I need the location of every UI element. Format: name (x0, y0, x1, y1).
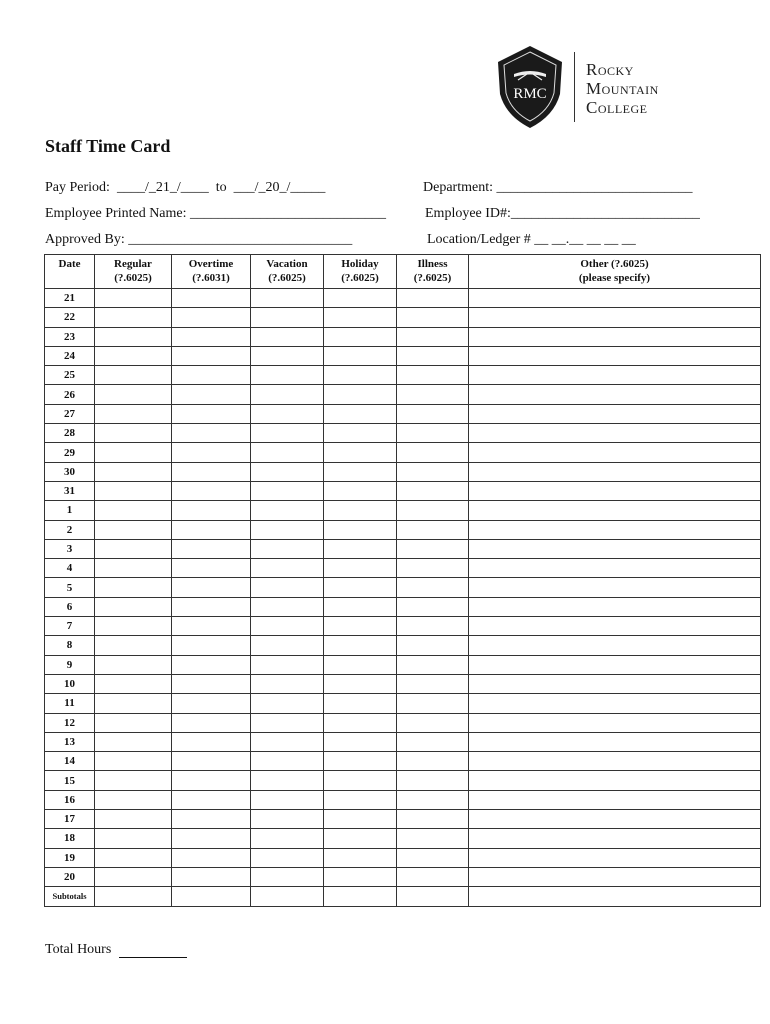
hours-cell[interactable] (397, 790, 469, 809)
hours-cell[interactable] (172, 327, 251, 346)
column-header (469, 255, 761, 289)
table-row (45, 597, 761, 616)
hours-cell[interactable] (469, 829, 761, 848)
subtotal-cell[interactable] (324, 887, 397, 906)
hours-cell[interactable] (95, 501, 172, 520)
hours-cell[interactable] (95, 732, 172, 751)
hours-cell[interactable] (172, 501, 251, 520)
hours-cell[interactable] (469, 867, 761, 886)
hours-cell[interactable] (324, 790, 397, 809)
hours-cell[interactable] (251, 424, 324, 443)
hours-cell[interactable] (324, 674, 397, 693)
hours-cell[interactable] (324, 366, 397, 385)
hours-cell[interactable] (251, 867, 324, 886)
hours-cell[interactable] (172, 732, 251, 751)
hours-cell[interactable] (251, 559, 324, 578)
hours-cell[interactable] (172, 578, 251, 597)
hours-cell[interactable] (95, 636, 172, 655)
hours-cell[interactable] (251, 674, 324, 693)
hours-cell[interactable] (397, 752, 469, 771)
date-cell: 26 (45, 385, 95, 404)
hours-cell[interactable] (469, 366, 761, 385)
hours-cell[interactable] (324, 810, 397, 829)
hours-cell[interactable] (251, 462, 324, 481)
hours-cell[interactable] (95, 308, 172, 327)
hours-cell[interactable] (397, 713, 469, 732)
column-header (172, 255, 251, 289)
hours-cell[interactable] (469, 578, 761, 597)
subtotal-cell[interactable] (172, 887, 251, 906)
hours-cell[interactable] (172, 713, 251, 732)
hours-cell[interactable] (172, 829, 251, 848)
hours-cell[interactable] (172, 366, 251, 385)
hours-cell[interactable] (469, 520, 761, 539)
hours-cell[interactable] (469, 636, 761, 655)
table-row (45, 443, 761, 462)
subtotal-cell[interactable] (469, 887, 761, 906)
hours-cell[interactable] (324, 694, 397, 713)
hours-cell[interactable] (95, 539, 172, 558)
column-header (397, 255, 469, 289)
date-cell: 31 (45, 481, 95, 500)
hours-cell[interactable] (172, 404, 251, 423)
hours-cell[interactable] (172, 559, 251, 578)
hours-cell[interactable] (469, 752, 761, 771)
subtotal-cell[interactable] (251, 887, 324, 906)
hours-cell[interactable] (172, 520, 251, 539)
hours-cell[interactable] (95, 520, 172, 539)
date-cell: 10 (45, 674, 95, 693)
hours-cell[interactable] (397, 385, 469, 404)
hours-cell[interactable] (324, 289, 397, 308)
hours-cell[interactable] (469, 481, 761, 500)
hours-cell[interactable] (397, 829, 469, 848)
hours-cell[interactable] (172, 462, 251, 481)
hours-cell[interactable] (95, 346, 172, 365)
hours-cell[interactable] (95, 848, 172, 867)
hours-cell[interactable] (251, 308, 324, 327)
hours-cell[interactable] (95, 810, 172, 829)
hours-cell[interactable] (95, 867, 172, 886)
hours-cell[interactable] (324, 327, 397, 346)
date-cell: 4 (45, 559, 95, 578)
date-cell: 9 (45, 655, 95, 674)
hours-cell[interactable] (95, 597, 172, 616)
column-header (324, 255, 397, 289)
hours-cell[interactable] (251, 539, 324, 558)
column-header-title: Regular (114, 258, 152, 270)
hours-cell[interactable] (469, 655, 761, 674)
column-header-code: (?.6025) (413, 272, 452, 284)
hours-cell[interactable] (324, 655, 397, 674)
subtotal-cell[interactable] (397, 887, 469, 906)
table-row (45, 790, 761, 809)
hours-cell[interactable] (95, 578, 172, 597)
hours-cell[interactable] (95, 694, 172, 713)
column-header-title: Holiday (341, 258, 379, 270)
hours-cell[interactable] (324, 404, 397, 423)
hours-cell[interactable] (397, 404, 469, 423)
hours-cell[interactable] (324, 829, 397, 848)
hours-cell[interactable] (251, 520, 324, 539)
hours-cell[interactable] (324, 559, 397, 578)
hours-cell[interactable] (95, 462, 172, 481)
hours-cell[interactable] (397, 674, 469, 693)
date-cell: 25 (45, 366, 95, 385)
hours-cell[interactable] (95, 617, 172, 636)
hours-cell[interactable] (172, 424, 251, 443)
table-row (45, 520, 761, 539)
hours-cell[interactable] (324, 578, 397, 597)
hours-cell[interactable] (95, 424, 172, 443)
hours-cell[interactable] (95, 559, 172, 578)
hours-cell[interactable] (95, 289, 172, 308)
hours-cell[interactable] (324, 636, 397, 655)
hours-cell[interactable] (172, 346, 251, 365)
table-row (45, 366, 761, 385)
table-row (45, 810, 761, 829)
department-field[interactable]: Department: ____________________________ (423, 180, 693, 195)
hours-cell[interactable] (397, 694, 469, 713)
table-row (45, 308, 761, 327)
hours-cell[interactable] (324, 732, 397, 751)
employee-id-field[interactable]: Employee ID#:___________________________ (425, 206, 700, 221)
location-ledger-field[interactable]: Location/Ledger # __ __.__ __ __ __ (427, 232, 636, 247)
hours-cell[interactable] (397, 578, 469, 597)
hours-cell[interactable] (172, 771, 251, 790)
college-name (586, 60, 659, 117)
hours-cell[interactable] (251, 713, 324, 732)
table-row (45, 771, 761, 790)
hours-cell[interactable] (469, 327, 761, 346)
table-row (45, 462, 761, 481)
hours-cell[interactable] (469, 617, 761, 636)
college-name-line: Mountain (586, 79, 659, 98)
column-header-title: Date (58, 258, 81, 270)
hours-cell[interactable] (172, 848, 251, 867)
hours-cell[interactable] (251, 771, 324, 790)
hours-cell[interactable] (469, 289, 761, 308)
hours-cell[interactable] (324, 443, 397, 462)
date-cell: 27 (45, 404, 95, 423)
hours-cell[interactable] (397, 481, 469, 500)
hours-cell[interactable] (172, 481, 251, 500)
hours-cell[interactable] (469, 848, 761, 867)
hours-cell[interactable] (172, 289, 251, 308)
column-header (95, 255, 172, 289)
date-cell: 3 (45, 539, 95, 558)
hours-cell[interactable] (324, 713, 397, 732)
hours-cell[interactable] (324, 752, 397, 771)
table-row (45, 848, 761, 867)
hours-cell[interactable] (172, 790, 251, 809)
date-cell: 7 (45, 617, 95, 636)
table-row (45, 404, 761, 423)
hours-cell[interactable] (251, 501, 324, 520)
hours-cell[interactable] (251, 810, 324, 829)
hours-cell[interactable] (397, 732, 469, 751)
date-cell: 13 (45, 732, 95, 751)
hours-cell[interactable] (469, 732, 761, 751)
date-cell: 1 (45, 501, 95, 520)
date-cell: 18 (45, 829, 95, 848)
date-cell: 17 (45, 810, 95, 829)
hours-cell[interactable] (95, 443, 172, 462)
hours-cell[interactable] (172, 308, 251, 327)
hours-cell[interactable] (469, 424, 761, 443)
hours-cell[interactable] (324, 771, 397, 790)
date-cell: 6 (45, 597, 95, 616)
hours-cell[interactable] (251, 752, 324, 771)
date-cell: 12 (45, 713, 95, 732)
hours-cell[interactable] (397, 848, 469, 867)
shield-crest-icon (494, 44, 566, 130)
hours-cell[interactable] (397, 327, 469, 346)
table-header-row (45, 255, 761, 289)
date-cell: 22 (45, 308, 95, 327)
hours-cell[interactable] (469, 443, 761, 462)
table-row (45, 732, 761, 751)
hours-cell[interactable] (469, 501, 761, 520)
hours-cell[interactable] (172, 443, 251, 462)
subtotals-label: Subtotals (45, 887, 95, 906)
table-row (45, 655, 761, 674)
hours-cell[interactable] (172, 385, 251, 404)
hours-cell[interactable] (324, 385, 397, 404)
column-header-code: (?.6025) (341, 272, 379, 284)
hours-cell[interactable] (469, 539, 761, 558)
hours-cell[interactable] (251, 443, 324, 462)
hours-cell[interactable] (397, 539, 469, 558)
date-cell: 8 (45, 636, 95, 655)
column-header-code: (please specify) (578, 272, 651, 284)
hours-cell[interactable] (469, 674, 761, 693)
hours-cell[interactable] (251, 848, 324, 867)
hours-cell[interactable] (397, 867, 469, 886)
hours-cell[interactable] (172, 810, 251, 829)
hours-cell[interactable] (251, 732, 324, 751)
hours-cell[interactable] (172, 636, 251, 655)
column-header-code: (?.6025) (114, 272, 152, 284)
logo-text: RMC (513, 86, 547, 102)
date-cell: 28 (45, 424, 95, 443)
table-row (45, 385, 761, 404)
hours-cell[interactable] (397, 346, 469, 365)
hours-cell[interactable] (172, 752, 251, 771)
subtotal-cell[interactable] (95, 887, 172, 906)
hours-cell[interactable] (251, 597, 324, 616)
date-cell: 19 (45, 848, 95, 867)
hours-cell[interactable] (172, 674, 251, 693)
date-cell: 24 (45, 346, 95, 365)
hours-cell[interactable] (324, 520, 397, 539)
hours-cell[interactable] (324, 617, 397, 636)
logo-divider (574, 52, 575, 122)
table-row (45, 617, 761, 636)
hours-cell[interactable] (95, 385, 172, 404)
date-cell: 21 (45, 289, 95, 308)
column-header-title: Illness (417, 258, 448, 270)
hours-cell[interactable] (172, 655, 251, 674)
hours-cell[interactable] (469, 597, 761, 616)
hours-cell[interactable] (251, 289, 324, 308)
date-cell: 2 (45, 520, 95, 539)
table-row (45, 481, 761, 500)
hours-cell[interactable] (469, 810, 761, 829)
date-cell: 5 (45, 578, 95, 597)
hours-cell[interactable] (172, 867, 251, 886)
column-header-title: Overtime (188, 258, 234, 270)
hours-cell[interactable] (469, 404, 761, 423)
date-cell: 23 (45, 327, 95, 346)
hours-cell[interactable] (251, 385, 324, 404)
hours-cell[interactable] (95, 366, 172, 385)
time-card-table (44, 254, 761, 907)
hours-cell[interactable] (251, 404, 324, 423)
subtotals-row (45, 887, 761, 906)
table-row (45, 289, 761, 308)
column-header-code: (?.6031) (192, 272, 230, 284)
hours-cell[interactable] (324, 848, 397, 867)
hours-cell[interactable] (324, 867, 397, 886)
hours-cell[interactable] (469, 308, 761, 327)
hours-cell[interactable] (397, 443, 469, 462)
date-cell: 29 (45, 443, 95, 462)
hours-cell[interactable] (95, 481, 172, 500)
hours-cell[interactable] (469, 771, 761, 790)
table-row (45, 674, 761, 693)
column-header (251, 255, 324, 289)
page-title: Staff Time Card (45, 136, 171, 156)
college-logo (494, 44, 684, 130)
table-row (45, 867, 761, 886)
hours-cell[interactable] (251, 481, 324, 500)
column-header (45, 255, 95, 289)
hours-cell[interactable] (397, 462, 469, 481)
hours-cell[interactable] (397, 636, 469, 655)
table-row (45, 424, 761, 443)
pay-period-field[interactable]: Pay Period: ____/_21_/____ to ___/_20_/_____ (45, 180, 326, 195)
table-row (45, 578, 761, 597)
table-row (45, 636, 761, 655)
college-name-line: College (586, 98, 648, 117)
hours-cell[interactable] (324, 539, 397, 558)
hours-cell[interactable] (95, 790, 172, 809)
hours-cell[interactable] (95, 829, 172, 848)
hours-cell[interactable] (397, 366, 469, 385)
hours-cell[interactable] (324, 462, 397, 481)
table-row (45, 829, 761, 848)
table-row (45, 327, 761, 346)
hours-cell[interactable] (172, 694, 251, 713)
hours-cell[interactable] (95, 674, 172, 693)
hours-cell[interactable] (397, 559, 469, 578)
hours-cell[interactable] (397, 424, 469, 443)
hours-cell[interactable] (397, 501, 469, 520)
column-header-code: (?.6025) (268, 272, 306, 284)
hours-cell[interactable] (324, 424, 397, 443)
hours-cell[interactable] (469, 346, 761, 365)
total-hours (45, 942, 187, 958)
hours-cell[interactable] (251, 617, 324, 636)
table-row (45, 346, 761, 365)
table-row (45, 752, 761, 771)
hours-cell[interactable] (95, 327, 172, 346)
total-hours-label: Total Hours (45, 942, 112, 957)
hours-cell[interactable] (251, 578, 324, 597)
date-cell: 30 (45, 462, 95, 481)
hours-cell[interactable] (324, 501, 397, 520)
hours-cell[interactable] (397, 810, 469, 829)
approved-by-field[interactable]: Approved By: ________________________________ (45, 232, 353, 247)
hours-cell[interactable] (251, 327, 324, 346)
date-cell: 16 (45, 790, 95, 809)
date-cell: 11 (45, 694, 95, 713)
hours-cell[interactable] (172, 617, 251, 636)
hours-cell[interactable] (251, 655, 324, 674)
date-cell: 14 (45, 752, 95, 771)
table-row (45, 539, 761, 558)
column-header-title: Vacation (266, 258, 308, 270)
college-name-line: Rocky (586, 60, 634, 79)
date-cell: 15 (45, 771, 95, 790)
hours-cell[interactable] (95, 752, 172, 771)
hours-cell[interactable] (397, 520, 469, 539)
hours-cell[interactable] (251, 694, 324, 713)
hours-cell[interactable] (324, 597, 397, 616)
total-hours-input[interactable] (119, 943, 187, 958)
hours-cell[interactable] (172, 539, 251, 558)
hours-cell[interactable] (251, 829, 324, 848)
employee-name-field[interactable]: Employee Printed Name: ____________________________ (45, 206, 387, 221)
table-row (45, 501, 761, 520)
hours-cell[interactable] (397, 289, 469, 308)
hours-cell[interactable] (469, 790, 761, 809)
hours-cell[interactable] (469, 713, 761, 732)
table-row (45, 559, 761, 578)
hours-cell[interactable] (251, 346, 324, 365)
hours-cell[interactable] (251, 636, 324, 655)
hours-cell[interactable] (469, 559, 761, 578)
date-cell: 20 (45, 867, 95, 886)
hours-cell[interactable] (324, 346, 397, 365)
column-header-title: Other (?.6025) (580, 258, 649, 270)
hours-cell[interactable] (95, 404, 172, 423)
hours-cell[interactable] (324, 481, 397, 500)
hours-cell[interactable] (397, 617, 469, 636)
hours-cell[interactable] (397, 308, 469, 327)
hours-cell[interactable] (172, 597, 251, 616)
hours-cell[interactable] (397, 597, 469, 616)
table-row (45, 713, 761, 732)
table-row (45, 694, 761, 713)
hours-cell[interactable] (397, 655, 469, 674)
hours-cell[interactable] (469, 385, 761, 404)
hours-cell[interactable] (469, 694, 761, 713)
hours-cell[interactable] (251, 366, 324, 385)
hours-cell[interactable] (95, 655, 172, 674)
hours-cell[interactable] (469, 462, 761, 481)
hours-cell[interactable] (95, 771, 172, 790)
hours-cell[interactable] (397, 771, 469, 790)
hours-cell[interactable] (95, 713, 172, 732)
hours-cell[interactable] (251, 790, 324, 809)
hours-cell[interactable] (324, 308, 397, 327)
